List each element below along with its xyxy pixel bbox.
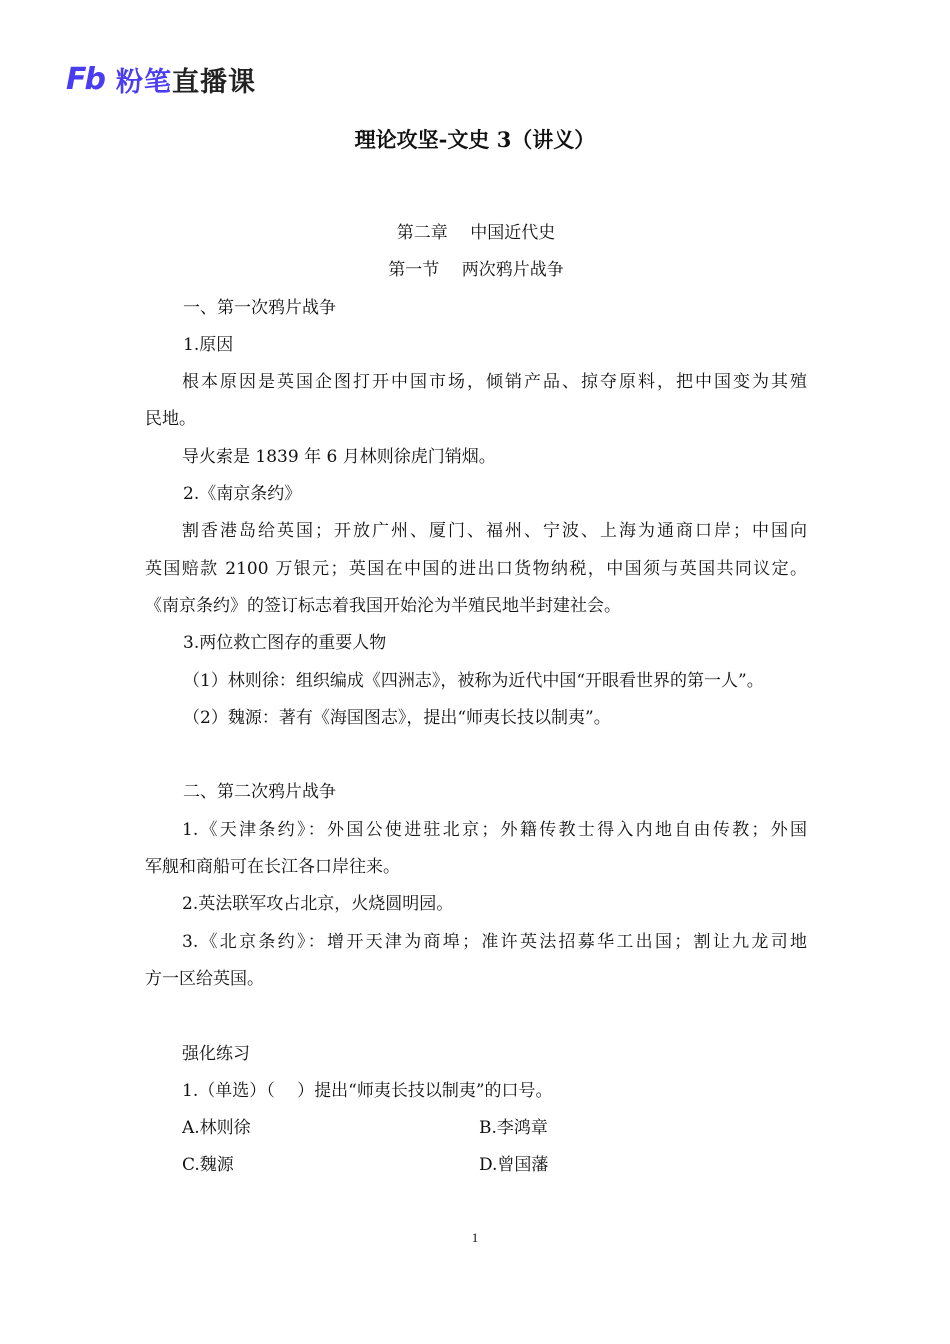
spacer bbox=[145, 998, 807, 1035]
part1-heading: 一、第一次鸦片战争 bbox=[183, 297, 336, 318]
treaty-heading: 2.《南京条约》 bbox=[183, 484, 302, 505]
figures-heading: 3.两位救亡图存的重要人物 bbox=[183, 633, 387, 654]
figure-1: （1）林则徐：组织编成《四洲志》，被称为近代中国“开眼看世界的第一人”。 bbox=[183, 670, 764, 691]
figure-2: （2）魏源：著有《海国图志》，提出“师夷长技以制夷”。 bbox=[183, 707, 611, 728]
part2-item1-line1: 1.《天津条约》：外国公使进驻北京；外籍传教士得入内地自由传教；外国 bbox=[182, 819, 807, 840]
treaty-line-3: 《南京条约》的签订标志着我国开始沦为半殖民地半封建社会。 bbox=[145, 595, 621, 616]
document-title: 理论攻坚-文史 3（讲义） bbox=[354, 127, 596, 152]
spacer bbox=[145, 737, 807, 774]
option-b: B.李鸿章 bbox=[479, 1118, 548, 1139]
option-d: D.曾国藩 bbox=[479, 1155, 549, 1176]
logo-text bbox=[116, 60, 256, 99]
document-body bbox=[145, 215, 807, 1185]
part2-heading: 二、第二次鸦片战争 bbox=[183, 782, 336, 803]
treaty-line-1: 割香港岛给英国；开放广州、厦门、福州、宁波、上海为通商口岸；中国向 bbox=[182, 521, 807, 542]
cause-line-2: 民地。 bbox=[145, 409, 196, 430]
practice-question: 1.（单选）（ ）提出“师夷长技以制夷”的口号。 bbox=[182, 1080, 553, 1101]
chapter-heading: 第二章 中国近代史 bbox=[396, 223, 556, 243]
section-heading: 第一节 两次鸦片战争 bbox=[388, 260, 564, 281]
page-number: 1 bbox=[471, 1230, 479, 1245]
option-c: C.魏源 bbox=[182, 1155, 234, 1176]
part2-item2: 2.英法联军攻占北京，火烧圆明园。 bbox=[182, 894, 454, 915]
logo bbox=[66, 62, 256, 96]
cause-line-1: 根本原因是英国企图打开中国市场，倾销产品、掠夺原料，把中国变为其殖 bbox=[182, 372, 807, 393]
part2-item3-line1: 3.《北京条约》：增开天津为商埠；准许英法招募华工出国；割让九龙司地 bbox=[182, 931, 807, 952]
option-row bbox=[145, 1110, 807, 1147]
part2-item1-line2: 军舰和商船可在长江各口岸往来。 bbox=[145, 857, 400, 878]
trigger-text: 导火索是 1839 年 6 月林则徐虎门销烟。 bbox=[182, 446, 496, 467]
treaty-line-2: 英国赔款 2100 万银元；英国在中国的进出口货物纳税，中国须与英国共同议定。 bbox=[145, 558, 807, 579]
option-a: A.林则徐 bbox=[182, 1118, 251, 1139]
part2-item3-line2: 方一区给英国。 bbox=[145, 968, 264, 989]
cause-heading: 1.原因 bbox=[183, 334, 234, 355]
fenbi-logo-icon: Fb bbox=[66, 61, 104, 97]
option-row bbox=[145, 1147, 807, 1184]
logo-brand: 粉笔 bbox=[115, 66, 172, 98]
practice-heading: 强化练习 bbox=[182, 1043, 250, 1064]
logo-product: 直播课 bbox=[171, 66, 256, 98]
